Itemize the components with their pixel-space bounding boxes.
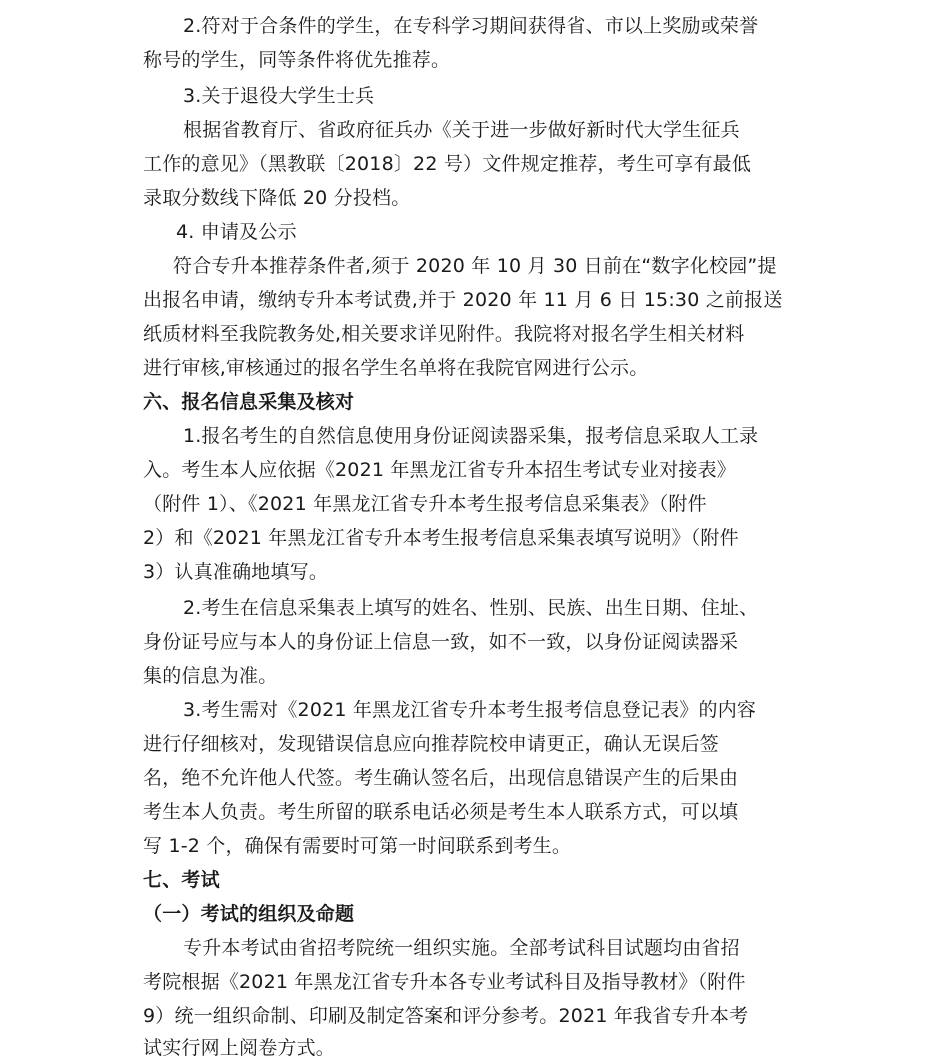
paragraph-line: 3.考生需对《2021 年黑龙江省专升本考生报考信息登记表》的内容: [183, 699, 757, 721]
paragraph-line: 3）认真准确地填写。: [143, 561, 329, 583]
paragraph-line: 1.报名考生的自然信息使用身份证阅读器采集，报考信息采取人工录: [183, 425, 759, 447]
paragraph-line: 写 1-2 个，确保有需要时可第一时间联系到考生。: [143, 835, 572, 857]
paragraph-line: 纸质材料至我院教务处,相关要求详见附件。我院将对报名学生相关材料: [143, 323, 745, 345]
paragraph-line: 录取分数线下降低 20 分投档。: [143, 187, 411, 209]
paragraph-line: 称号的学生，同等条件将优先推荐。: [143, 49, 451, 71]
section-heading: 七、考试: [143, 869, 220, 891]
paragraph-line: 考院根据《2021 年黑龙江省专升本各专业考试科目及指导教材》（附件: [143, 971, 746, 993]
subheading-line: 3.关于退役大学生士兵: [183, 85, 375, 107]
paragraph-line: 根据省教育厅、省政府征兵办《关于进一步做好新时代大学生征兵: [183, 119, 740, 141]
section-heading: 六、报名信息采集及核对: [143, 391, 355, 413]
paragraph-line: 进行仔细核对，发现错误信息应向推荐院校申请更正，确认无误后签: [143, 733, 720, 755]
paragraph-line: 出报名申请，缴纳专升本考试费,并于 2020 年 11 月 6 日 15:30 之前报送: [143, 289, 783, 311]
paragraph-line: 2）和《2021 年黑龙江省专升本考生报考信息采集表填写说明》（附件: [143, 527, 739, 549]
paragraph-line: （附件 1）、《2021 年黑龙江省专升本考生报考信息采集表》（附件: [143, 493, 707, 515]
paragraph-line: 2.考生在信息采集表上填写的姓名、性别、民族、出生日期、住址、: [183, 597, 759, 619]
paragraph-line: 9）统一组织命制、印刷及制定答案和评分参考。2021 年我省专升本考: [143, 1005, 749, 1027]
paragraph-line: 进行审核,审核通过的报名学生名单将在我院官网进行公示。: [143, 357, 649, 379]
paragraph-line: 试实行网上阅卷方式。: [143, 1037, 336, 1059]
paragraph-line: 入。考生本人应依据《2021 年黑龙江省专升本招生考试专业对接表》: [143, 459, 736, 481]
paragraph-line: 考生本人负责。考生所留的联系电话必须是考生本人联系方式，可以填: [143, 801, 739, 823]
paragraph-line: 工作的意见》（黑教联〔2018〕22 号）文件规定推荐，考生可享有最低: [143, 153, 752, 175]
paragraph-line: 集的信息为准。: [143, 665, 278, 687]
paragraph-line: 身份证号应与本人的身份证上信息一致，如不一致，以身份证阅读器采: [143, 631, 739, 653]
paragraph-line: 专升本考试由省招考院统一组织实施。全部考试科目试题均由省招: [183, 937, 740, 959]
subsection-heading: （一）考试的组织及命题: [143, 903, 355, 925]
paragraph-line: 名，绝不允许他人代签。考生确认签名后，出现信息错误产生的后果由: [143, 767, 739, 789]
paragraph-line: 符合专升本推荐条件者,须于 2020 年 10 月 30 日前在“数字化校园”提: [173, 255, 777, 277]
subheading-line: 4. 申请及公示: [176, 221, 297, 243]
paragraph-line: 2.符对于合条件的学生，在专科学习期间获得省、市以上奖励或荣誉: [183, 15, 759, 37]
